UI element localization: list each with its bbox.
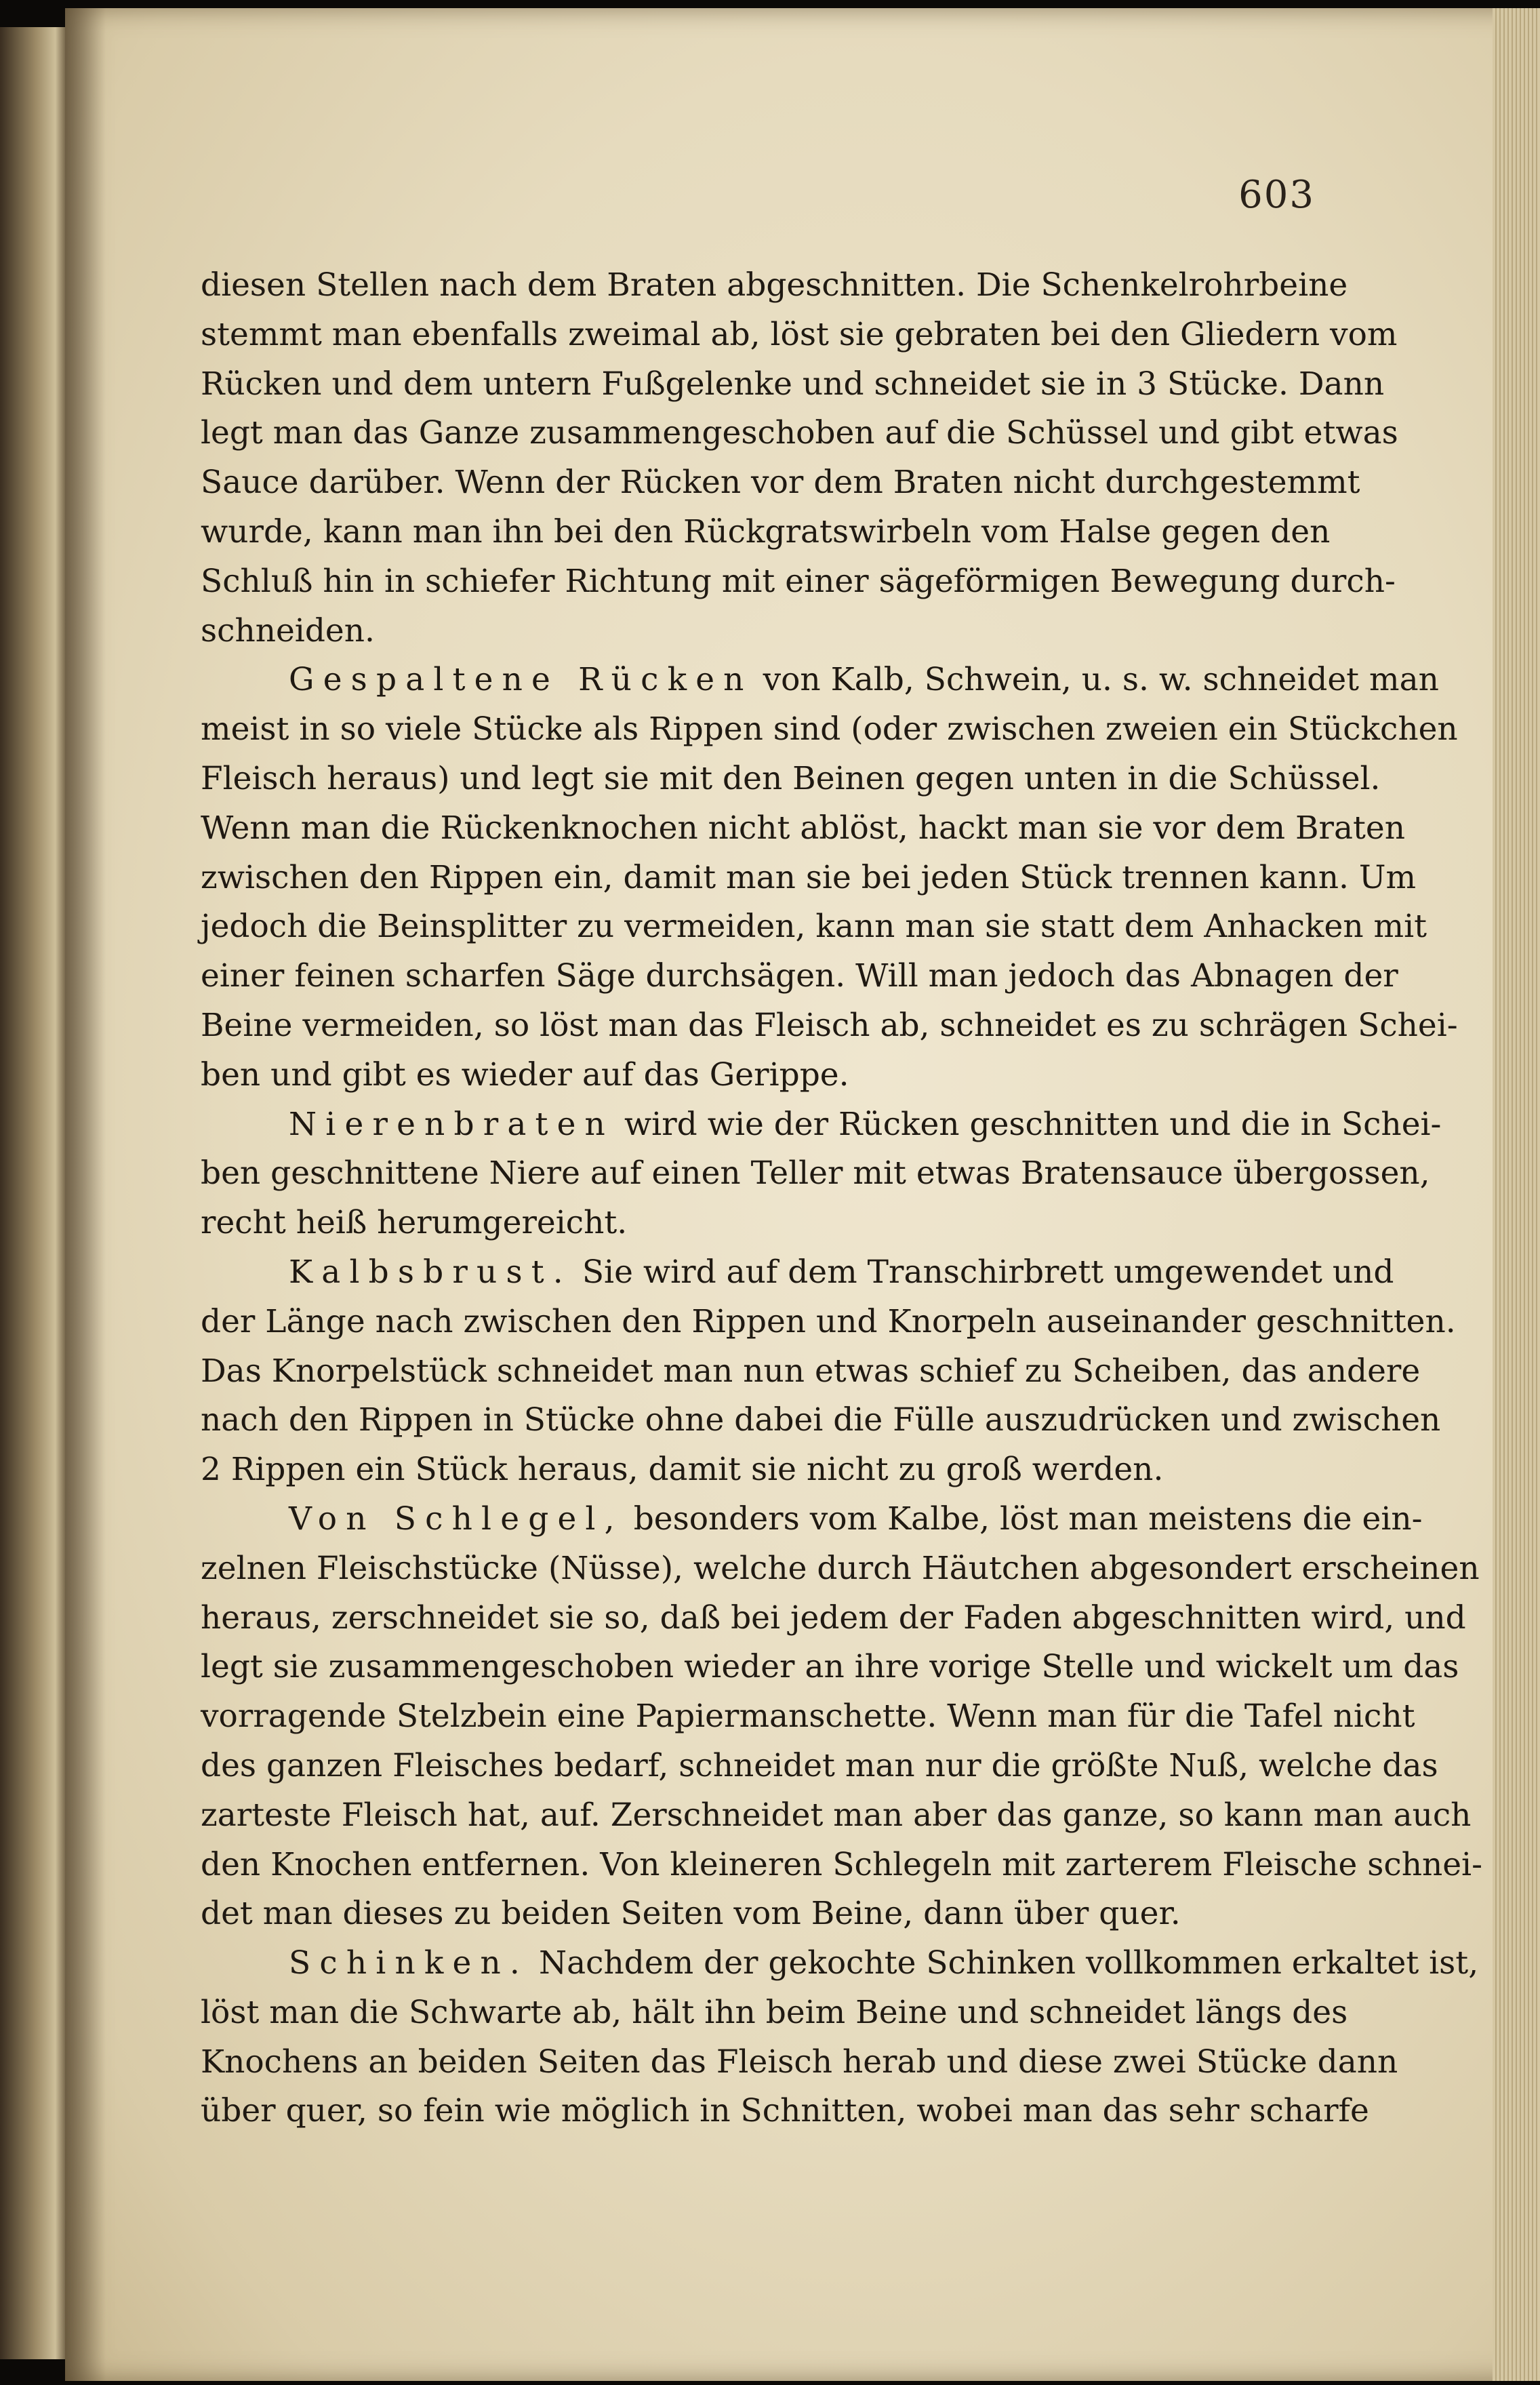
text-line: meist in so viele Stücke als Rippen sind (oder zwischen zweien ein Stückchen <box>201 710 1458 748</box>
text-line: den Knochen entfernen. Von kleineren Schlegeln mit zarterem Fleische schnei- <box>201 1845 1482 1883</box>
text-line: schneiden. <box>201 612 375 649</box>
term-gespaltene-ruecken: Gespaltene Rücken <box>289 661 753 699</box>
text-line: zelnen Fleischstücke (Nüsse), welche durch Häutchen abgesondert erscheinen <box>201 1549 1480 1587</box>
paragraph-gespaltene-first-line: Gespaltene Rücken von Kalb, Schwein, u. s. w. schneidet man <box>289 661 1439 699</box>
text-line: ben und gibt es wieder auf das Gerippe. <box>201 1056 849 1094</box>
term-nierenbraten: Nierenbraten <box>289 1105 614 1143</box>
text-line: stemmt man ebenfalls zweimal ab, löst sie gebraten bei den Gliedern vom <box>201 315 1398 353</box>
text-line: legt man das Ganze zusammengeschoben auf die Schüssel und gibt etwas <box>201 414 1398 452</box>
text-line: det man dieses zu beiden Seiten vom Beine, dann über quer. <box>201 1895 1181 1933</box>
paragraph-schinken-first-line: Schinken. Nachdem der gekochte Schinken vollkommen erkaltet ist, <box>289 1944 1479 1982</box>
text-line: Das Knorpelstück schneidet man nun etwas schief zu Scheiben, das andere <box>201 1352 1421 1390</box>
paragraph-nierenbraten-first-line: Nierenbraten wird wie der Rücken geschnitten und die in Schei- <box>289 1105 1442 1143</box>
page-gutter-shadow <box>65 8 106 2381</box>
term-kalbsbrust: Kalbsbrust. <box>289 1253 572 1291</box>
text-line: Rücken und dem untern Fußgelenke und schneidet sie in 3 Stücke. Dann <box>201 365 1385 403</box>
text-line: über quer, so fein wie möglich in Schnitten, wobei man das sehr scharfe <box>201 2092 1369 2130</box>
facing-page-edge <box>0 27 65 2359</box>
text-line: Knochens an beiden Seiten das Fleisch herab und diese zwei Stücke dann <box>201 2043 1398 2081</box>
text-line: recht heiß herumgereicht. <box>201 1204 628 1242</box>
text-line: wurde, kann man ihn bei den Rückgratswirbeln vom Halse gegen den <box>201 513 1331 550</box>
text-line: ben geschnittene Niere auf einen Teller mit etwas Bratensauce übergossen, <box>201 1155 1430 1192</box>
text-line: jedoch die Beinsplitter zu vermeiden, kann man sie statt dem Anhacken mit <box>201 908 1427 946</box>
text-line: Beine vermeiden, so löst man das Fleisch ab, schneidet es zu schrägen Schei- <box>201 1006 1458 1044</box>
text-line: zarteste Fleisch hat, auf. Zerschneidet man aber das ganze, so kann man auch <box>201 1796 1472 1834</box>
text-line: der Länge nach zwischen den Rippen und Knorpeln auseinander geschnitten. <box>201 1302 1456 1340</box>
text-line: löst man die Schwarte ab, hält ihn beim Beine und schneidet längs des <box>201 1993 1348 2031</box>
text-line: Fleisch heraus) und legt sie mit den Beinen gegen unten in die Schüssel. <box>201 759 1381 797</box>
paragraph-kalbsbrust-first-line: Kalbsbrust. Sie wird auf dem Transchirbrett umgewendet und <box>289 1253 1394 1291</box>
text-line: Schluß hin in schiefer Richtung mit einer sägeförmigen Bewegung durch- <box>201 562 1396 600</box>
page-stack-edge <box>1493 8 1540 2381</box>
term-von-schlegel: Von Schlegel, <box>289 1500 624 1538</box>
text-line: legt sie zusammengeschoben wieder an ihre vorige Stelle und wickelt um das <box>201 1648 1459 1686</box>
text-line: nach den Rippen in Stücke ohne dabei die Fülle auszudrücken und zwischen <box>201 1401 1441 1439</box>
text-line: Sauce darüber. Wenn der Rücken vor dem Braten nicht durchgestemmt <box>201 464 1360 502</box>
text-line: vorragende Stelzbein eine Papiermanschette. Wenn man für die Tafel nicht <box>201 1698 1415 1736</box>
page-number: 603 <box>1238 173 1315 217</box>
text-line: einer feinen scharfen Säge durchsägen. Will man jedoch das Abnagen der <box>201 957 1398 995</box>
body-text <box>201 261 1482 2136</box>
term-schinken: Schinken. <box>289 1944 529 1982</box>
paragraph-schlegel-first-line: Von Schlegel, besonders vom Kalbe, löst man meistens die ein- <box>289 1500 1423 1538</box>
text-line: 2 Rippen ein Stück heraus, damit sie nicht zu groß werden. <box>201 1451 1164 1489</box>
text-line: zwischen den Rippen ein, damit man sie bei jeden Stück trennen kann. Um <box>201 858 1417 896</box>
text-line: des ganzen Fleisches bedarf, schneidet man nur die größte Nuß, welche das <box>201 1746 1438 1784</box>
text-line: diesen Stellen nach dem Braten abgeschnitten. Die Schenkelrohrbeine <box>201 266 1348 304</box>
text-line: Wenn man die Rückenknochen nicht ablöst, hackt man sie vor dem Braten <box>201 809 1405 847</box>
text-line: heraus, zerschneidet sie so, daß bei jedem der Faden abgeschnitten wird, und <box>201 1599 1466 1637</box>
